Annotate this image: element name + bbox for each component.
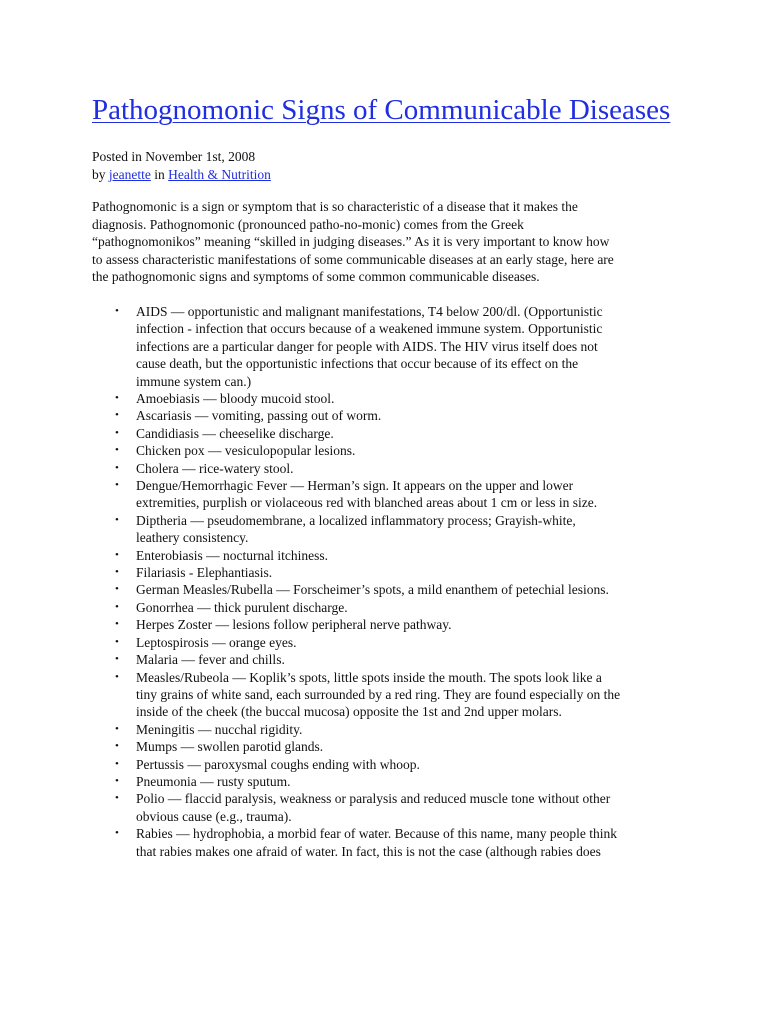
list-item-line: Meningitis — nucchal rigidity. <box>136 721 303 737</box>
intro-text <box>92 198 692 286</box>
list-item-line: cause death, but the opportunistic infections that occur because of its effect on the <box>136 356 579 372</box>
bullet-dot-icon: • <box>115 635 119 648</box>
posted-date: Posted in November 1st, 2008 <box>92 149 256 164</box>
intro-line: to assess characteristic manifestations of some communicable diseases at an early stage, here are <box>92 251 614 267</box>
list-item <box>92 773 692 790</box>
list-item-line: Malaria — fever and chills. <box>136 652 285 668</box>
bullet-dot-icon: • <box>115 513 119 526</box>
intro-paragraph <box>92 198 692 286</box>
list-item <box>92 756 692 773</box>
byline <box>92 166 692 184</box>
bullet-dot-icon: • <box>115 653 119 666</box>
bullet-dot-icon: • <box>115 583 119 596</box>
list-item <box>92 634 692 651</box>
list-item-line: Pneumonia — rusty sputum. <box>136 773 291 789</box>
bullet-dot-icon: • <box>115 670 119 683</box>
list-item-line: Rabies — hydrophobia, a morbid fear of water. Because of this name, many people think <box>136 826 617 842</box>
list-item-line: Filariasis - Elephantiasis. <box>136 565 273 581</box>
bullet-dot-icon: • <box>115 479 119 492</box>
list-item-line: German Measles/Rubella — Forscheimer’s spots, a mild enanthem of petechial lesions. <box>136 582 609 598</box>
list-item <box>92 721 692 738</box>
list-item-line: Mumps — swollen parotid glands. <box>136 739 324 755</box>
list-item-line: tiny grains of white sand, each surrounded by a red ring. They are found especially on the <box>136 686 621 702</box>
bullet-dot-icon: • <box>115 774 119 787</box>
bullet-dot-icon: • <box>115 392 119 404</box>
list-item-line: Dengue/Hemorrhagic Fever — Herman’s sign. It appears on the upper and lower <box>136 478 574 494</box>
list-item <box>92 303 692 390</box>
list-item-line: Chicken pox — vesiculopopular lesions. <box>136 443 356 459</box>
list-item <box>92 547 692 564</box>
author-link[interactable]: jeanette <box>108 166 151 182</box>
list-item-line: obvious cause (e.g., trauma). <box>136 808 292 824</box>
list-item <box>92 581 692 598</box>
bullet-dot-icon: • <box>115 792 119 805</box>
by-label: by <box>92 166 106 182</box>
list-item <box>92 651 692 668</box>
article <box>92 92 692 860</box>
list-item-line: Leptospirosis — orange eyes. <box>136 634 297 650</box>
bullet-dot-icon: • <box>115 409 119 422</box>
list-item-line: that rabies makes one afraid of water. In fact, this is not the case (although rabies does <box>136 843 601 859</box>
in-label: in <box>154 166 165 182</box>
intro-line: “pathognomonikos” meaning “skilled in judging diseases.” As it is very important to know how <box>92 234 610 250</box>
list-item <box>92 477 692 512</box>
bullet-dot-icon: • <box>115 426 119 439</box>
bullet-dot-icon: • <box>115 461 119 474</box>
list-item-line: Enterobiasis — nocturnal itchiness. <box>136 547 328 563</box>
list-item-line: Measles/Rubeola — Koplik’s spots, little spots inside the mouth. The spots look like a <box>136 669 602 685</box>
title-link[interactable]: Pathognomonic Signs of Communicable Diseases <box>92 94 671 126</box>
list-item <box>92 738 692 755</box>
list-item-line: infections are a particular danger for people with AIDS. The HIV virus itself does not <box>136 338 598 354</box>
intro-line: the pathognomonic signs and symptoms of some common communicable diseases. <box>92 269 540 285</box>
list-item <box>92 407 692 424</box>
bullet-dot-icon: • <box>115 444 119 457</box>
list-item-line: Ascariasis — vomiting, passing out of worm. <box>136 408 382 424</box>
page-title <box>92 92 692 129</box>
list-item-line: Cholera — rice-watery stool. <box>136 460 294 476</box>
list-item-line: extremities, purplish or violaceous red with blanched areas about 1 cm or less in size. <box>136 495 598 511</box>
intro-line: diagnosis. Pathognomonic (pronounced patho-no-monic) comes from the Greek <box>92 216 524 232</box>
bullet-dot-icon: • <box>115 566 119 579</box>
list-item <box>92 669 692 721</box>
list-item <box>92 442 692 459</box>
list-item <box>92 616 692 633</box>
list-item-line: Herpes Zoster — lesions follow peripheral nerve pathway. <box>136 617 452 633</box>
list-item-line: inside of the cheek (the buccal mucosa) opposite the 1st and 2nd upper molars. <box>136 704 562 720</box>
bullet-dot-icon: • <box>115 304 119 317</box>
list-item-line: infection - infection that occurs because of a weakened immune system. Opportunistic <box>136 321 603 337</box>
disease-list <box>92 303 692 860</box>
bullet-dot-icon: • <box>115 618 119 631</box>
list-item <box>92 460 692 477</box>
list-item <box>92 564 692 581</box>
list-item <box>92 425 692 442</box>
bullet-dot-icon: • <box>115 757 119 770</box>
list-item <box>92 599 692 616</box>
list-item-line: Diptheria — pseudomembrane, a localized inflammatory process; Grayish-white, <box>136 512 576 528</box>
bullet-dot-icon: • <box>115 740 119 753</box>
list-item-line: Gonorrhea — thick purulent discharge. <box>136 599 348 615</box>
bullet-dot-icon: • <box>115 600 119 613</box>
intro-line: Pathognomonic is a sign or symptom that is so characteristic of a disease that it makes the <box>92 199 578 214</box>
list-item <box>92 825 692 860</box>
list-item <box>92 390 692 407</box>
list-item <box>92 790 692 825</box>
bullet-dot-icon: • <box>115 548 119 561</box>
bullet-dot-icon: • <box>115 722 119 735</box>
post-meta <box>92 148 692 183</box>
list-item-line: Pertussis — paroxysmal coughs ending with whoop. <box>136 756 420 772</box>
list-item-line: AIDS — opportunistic and malignant manifestations, T4 below 200/dl. (Opportunistic <box>136 303 603 319</box>
list-item-line: immune system can.) <box>136 373 252 389</box>
list-item-line: Amoebiasis — bloody mucoid stool. <box>136 391 335 406</box>
list-item-line: Candidiasis — cheeselike discharge. <box>136 425 334 441</box>
list-item-line: leathery consistency. <box>136 530 249 546</box>
list-item <box>92 512 692 547</box>
list-item-line: Polio — flaccid paralysis, weakness or paralysis and reduced muscle tone without other <box>136 791 611 807</box>
category-link[interactable]: Health & Nutrition <box>168 166 271 182</box>
bullet-dot-icon: • <box>115 827 119 840</box>
